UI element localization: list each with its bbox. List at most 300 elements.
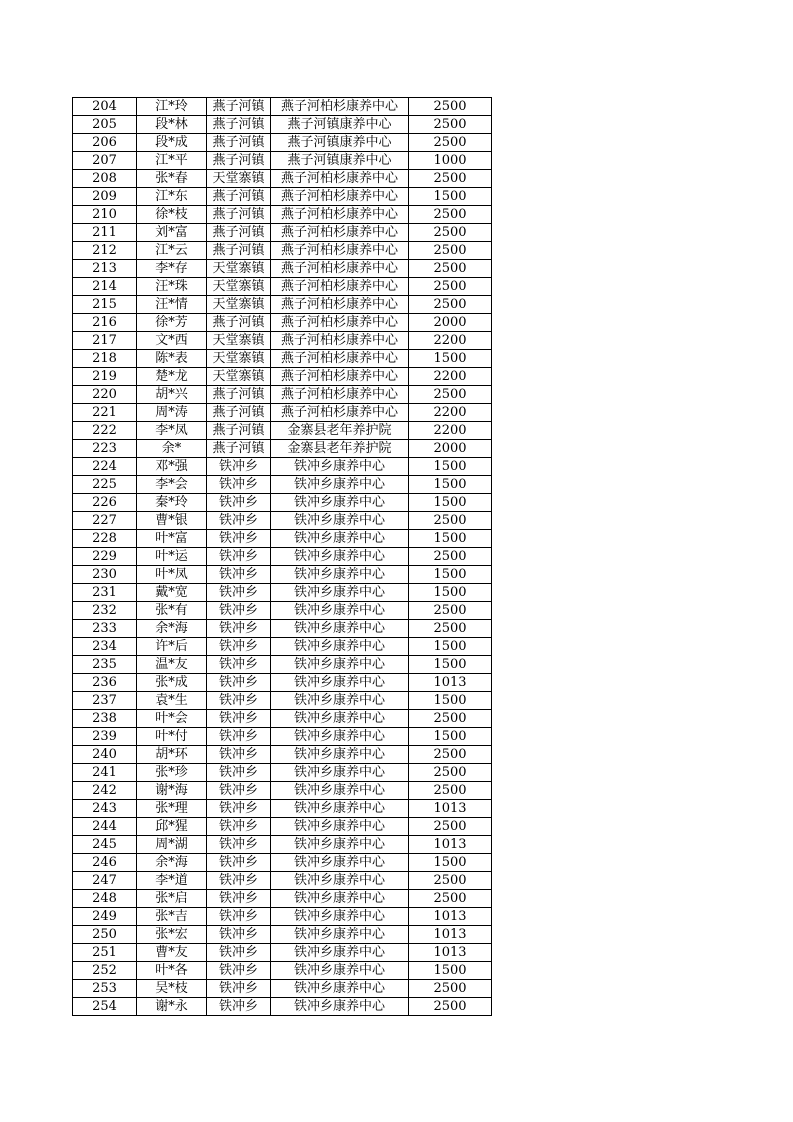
amount-cell: 1500 — [409, 476, 492, 494]
amount-cell: 2000 — [409, 314, 492, 332]
amount-cell: 1013 — [409, 674, 492, 692]
table-row — [73, 818, 492, 836]
institution-cell: 燕子河柏杉康养中心 — [271, 188, 409, 206]
row-number-cell: 206 — [73, 134, 137, 152]
table-row — [73, 692, 492, 710]
institution-cell: 燕子河柏杉康养中心 — [271, 350, 409, 368]
row-number-cell: 222 — [73, 422, 137, 440]
amount-cell: 2500 — [409, 170, 492, 188]
row-number-cell: 230 — [73, 566, 137, 584]
name-cell: 余*海 — [137, 854, 207, 872]
row-number-cell: 204 — [73, 98, 137, 116]
name-cell: 张*启 — [137, 890, 207, 908]
table-row — [73, 890, 492, 908]
table-row — [73, 638, 492, 656]
row-number-cell: 233 — [73, 620, 137, 638]
row-number-cell: 232 — [73, 602, 137, 620]
table-row — [73, 566, 492, 584]
amount-cell: 1013 — [409, 908, 492, 926]
township-cell: 铁冲乡 — [207, 512, 271, 530]
township-cell: 铁冲乡 — [207, 728, 271, 746]
row-number-cell: 242 — [73, 782, 137, 800]
name-cell: 徐*枝 — [137, 206, 207, 224]
institution-cell: 燕子河柏杉康养中心 — [271, 170, 409, 188]
township-cell: 铁冲乡 — [207, 584, 271, 602]
name-cell: 陈*表 — [137, 350, 207, 368]
name-cell: 袁*生 — [137, 692, 207, 710]
township-cell: 铁冲乡 — [207, 566, 271, 584]
row-number-cell: 249 — [73, 908, 137, 926]
row-number-cell: 217 — [73, 332, 137, 350]
name-cell: 叶*付 — [137, 728, 207, 746]
amount-cell: 1500 — [409, 494, 492, 512]
name-cell: 谢*海 — [137, 782, 207, 800]
row-number-cell: 244 — [73, 818, 137, 836]
row-number-cell: 236 — [73, 674, 137, 692]
amount-cell: 1500 — [409, 656, 492, 674]
row-number-cell: 208 — [73, 170, 137, 188]
table-row — [73, 494, 492, 512]
amount-cell: 1500 — [409, 638, 492, 656]
township-cell: 铁冲乡 — [207, 476, 271, 494]
table-row — [73, 980, 492, 998]
institution-cell: 燕子河柏杉康养中心 — [271, 242, 409, 260]
row-number-cell: 207 — [73, 152, 137, 170]
name-cell: 余* — [137, 440, 207, 458]
table-row — [73, 584, 492, 602]
name-cell: 许*后 — [137, 638, 207, 656]
name-cell: 徐*芳 — [137, 314, 207, 332]
amount-cell: 1013 — [409, 926, 492, 944]
row-number-cell: 240 — [73, 746, 137, 764]
name-cell: 余*海 — [137, 620, 207, 638]
institution-cell: 燕子河柏杉康养中心 — [271, 98, 409, 116]
amount-cell: 1500 — [409, 188, 492, 206]
table-row — [73, 926, 492, 944]
institution-cell: 燕子河柏杉康养中心 — [271, 314, 409, 332]
table-row — [73, 242, 492, 260]
data-table — [72, 97, 492, 1016]
amount-cell: 2500 — [409, 710, 492, 728]
row-number-cell: 213 — [73, 260, 137, 278]
institution-cell: 燕子河柏杉康养中心 — [271, 368, 409, 386]
row-number-cell: 209 — [73, 188, 137, 206]
institution-cell: 铁冲乡康养中心 — [271, 458, 409, 476]
table-row — [73, 368, 492, 386]
township-cell: 燕子河镇 — [207, 206, 271, 224]
table-row — [73, 332, 492, 350]
township-cell: 天堂寨镇 — [207, 332, 271, 350]
township-cell: 铁冲乡 — [207, 530, 271, 548]
name-cell: 胡*兴 — [137, 386, 207, 404]
institution-cell: 铁冲乡康养中心 — [271, 674, 409, 692]
name-cell: 曹*银 — [137, 512, 207, 530]
name-cell: 江*东 — [137, 188, 207, 206]
amount-cell: 1500 — [409, 962, 492, 980]
table-row — [73, 620, 492, 638]
row-number-cell: 223 — [73, 440, 137, 458]
row-number-cell: 225 — [73, 476, 137, 494]
township-cell: 铁冲乡 — [207, 746, 271, 764]
table-row — [73, 152, 492, 170]
row-number-cell: 224 — [73, 458, 137, 476]
amount-cell: 2500 — [409, 296, 492, 314]
name-cell: 段*林 — [137, 116, 207, 134]
amount-cell: 2500 — [409, 764, 492, 782]
row-number-cell: 252 — [73, 962, 137, 980]
township-cell: 燕子河镇 — [207, 152, 271, 170]
township-cell: 铁冲乡 — [207, 782, 271, 800]
name-cell: 汪*珠 — [137, 278, 207, 296]
row-number-cell: 221 — [73, 404, 137, 422]
name-cell: 张*春 — [137, 170, 207, 188]
township-cell: 铁冲乡 — [207, 890, 271, 908]
row-number-cell: 253 — [73, 980, 137, 998]
institution-cell: 燕子河镇康养中心 — [271, 152, 409, 170]
row-number-cell: 228 — [73, 530, 137, 548]
institution-cell: 铁冲乡康养中心 — [271, 854, 409, 872]
name-cell: 张*宏 — [137, 926, 207, 944]
amount-cell: 2500 — [409, 98, 492, 116]
institution-cell: 燕子河柏杉康养中心 — [271, 296, 409, 314]
institution-cell: 铁冲乡康养中心 — [271, 530, 409, 548]
institution-cell: 铁冲乡康养中心 — [271, 890, 409, 908]
township-cell: 燕子河镇 — [207, 440, 271, 458]
table-row — [73, 674, 492, 692]
amount-cell: 2500 — [409, 134, 492, 152]
township-cell: 天堂寨镇 — [207, 260, 271, 278]
institution-cell: 铁冲乡康养中心 — [271, 926, 409, 944]
amount-cell: 2500 — [409, 260, 492, 278]
township-cell: 铁冲乡 — [207, 908, 271, 926]
row-number-cell: 239 — [73, 728, 137, 746]
amount-cell: 1013 — [409, 800, 492, 818]
amount-cell: 2500 — [409, 242, 492, 260]
table-row — [73, 800, 492, 818]
row-number-cell: 241 — [73, 764, 137, 782]
institution-cell: 铁冲乡康养中心 — [271, 620, 409, 638]
institution-cell: 铁冲乡康养中心 — [271, 638, 409, 656]
township-cell: 铁冲乡 — [207, 458, 271, 476]
institution-cell: 燕子河柏杉康养中心 — [271, 386, 409, 404]
table-row — [73, 314, 492, 332]
township-cell: 铁冲乡 — [207, 764, 271, 782]
name-cell: 李*存 — [137, 260, 207, 278]
amount-cell: 1013 — [409, 836, 492, 854]
township-cell: 天堂寨镇 — [207, 296, 271, 314]
name-cell: 张*珍 — [137, 764, 207, 782]
row-number-cell: 237 — [73, 692, 137, 710]
amount-cell: 2500 — [409, 782, 492, 800]
amount-cell: 1500 — [409, 854, 492, 872]
name-cell: 叶*运 — [137, 548, 207, 566]
amount-cell: 2500 — [409, 872, 492, 890]
table-row — [73, 728, 492, 746]
table-row — [73, 260, 492, 278]
township-cell: 燕子河镇 — [207, 116, 271, 134]
name-cell: 段*成 — [137, 134, 207, 152]
institution-cell: 铁冲乡康养中心 — [271, 764, 409, 782]
name-cell: 张*有 — [137, 602, 207, 620]
institution-cell: 铁冲乡康养中心 — [271, 908, 409, 926]
name-cell: 周*湖 — [137, 836, 207, 854]
name-cell: 江*平 — [137, 152, 207, 170]
institution-cell: 铁冲乡康养中心 — [271, 818, 409, 836]
township-cell: 铁冲乡 — [207, 962, 271, 980]
name-cell: 张*成 — [137, 674, 207, 692]
institution-cell: 铁冲乡康养中心 — [271, 944, 409, 962]
amount-cell: 2500 — [409, 116, 492, 134]
row-number-cell: 218 — [73, 350, 137, 368]
row-number-cell: 226 — [73, 494, 137, 512]
township-cell: 天堂寨镇 — [207, 368, 271, 386]
table-row — [73, 998, 492, 1016]
institution-cell: 铁冲乡康养中心 — [271, 494, 409, 512]
township-cell: 铁冲乡 — [207, 602, 271, 620]
amount-cell: 2200 — [409, 332, 492, 350]
amount-cell: 1500 — [409, 584, 492, 602]
table-row — [73, 116, 492, 134]
row-number-cell: 238 — [73, 710, 137, 728]
amount-cell: 2500 — [409, 206, 492, 224]
institution-cell: 燕子河柏杉康养中心 — [271, 332, 409, 350]
institution-cell: 燕子河柏杉康养中心 — [271, 260, 409, 278]
township-cell: 铁冲乡 — [207, 620, 271, 638]
township-cell: 燕子河镇 — [207, 404, 271, 422]
table-row — [73, 782, 492, 800]
amount-cell: 2500 — [409, 512, 492, 530]
amount-cell: 2500 — [409, 818, 492, 836]
row-number-cell: 247 — [73, 872, 137, 890]
institution-cell: 铁冲乡康养中心 — [271, 800, 409, 818]
institution-cell: 燕子河柏杉康养中心 — [271, 224, 409, 242]
table-row — [73, 386, 492, 404]
name-cell: 文*西 — [137, 332, 207, 350]
name-cell: 邱*猩 — [137, 818, 207, 836]
row-number-cell: 214 — [73, 278, 137, 296]
row-number-cell: 229 — [73, 548, 137, 566]
table-row — [73, 764, 492, 782]
amount-cell: 2200 — [409, 404, 492, 422]
table-row — [73, 476, 492, 494]
amount-cell: 2500 — [409, 548, 492, 566]
row-number-cell: 246 — [73, 854, 137, 872]
amount-cell: 1000 — [409, 152, 492, 170]
township-cell: 铁冲乡 — [207, 944, 271, 962]
row-number-cell: 245 — [73, 836, 137, 854]
institution-cell: 铁冲乡康养中心 — [271, 602, 409, 620]
institution-cell: 铁冲乡康养中心 — [271, 710, 409, 728]
institution-cell: 铁冲乡康养中心 — [271, 782, 409, 800]
name-cell: 曹*友 — [137, 944, 207, 962]
amount-cell: 2500 — [409, 746, 492, 764]
amount-cell: 2200 — [409, 422, 492, 440]
township-cell: 铁冲乡 — [207, 710, 271, 728]
table-row — [73, 746, 492, 764]
table-row — [73, 170, 492, 188]
name-cell: 楚*龙 — [137, 368, 207, 386]
institution-cell: 燕子河镇康养中心 — [271, 116, 409, 134]
name-cell: 江*云 — [137, 242, 207, 260]
name-cell: 叶*富 — [137, 530, 207, 548]
township-cell: 铁冲乡 — [207, 836, 271, 854]
table-row — [73, 296, 492, 314]
row-number-cell: 227 — [73, 512, 137, 530]
name-cell: 刘*富 — [137, 224, 207, 242]
township-cell: 天堂寨镇 — [207, 170, 271, 188]
table-row — [73, 224, 492, 242]
table-row — [73, 836, 492, 854]
amount-cell: 2500 — [409, 224, 492, 242]
table-row — [73, 854, 492, 872]
amount-cell: 1013 — [409, 944, 492, 962]
township-cell: 燕子河镇 — [207, 224, 271, 242]
institution-cell: 铁冲乡康养中心 — [271, 962, 409, 980]
name-cell: 叶*凤 — [137, 566, 207, 584]
table-row — [73, 944, 492, 962]
name-cell: 邓*强 — [137, 458, 207, 476]
table-row — [73, 278, 492, 296]
row-number-cell: 220 — [73, 386, 137, 404]
institution-cell: 铁冲乡康养中心 — [271, 998, 409, 1016]
township-cell: 铁冲乡 — [207, 818, 271, 836]
name-cell: 江*玲 — [137, 98, 207, 116]
name-cell: 李*道 — [137, 872, 207, 890]
amount-cell: 2500 — [409, 998, 492, 1016]
township-cell: 铁冲乡 — [207, 674, 271, 692]
table-row — [73, 98, 492, 116]
table-row — [73, 908, 492, 926]
institution-cell: 铁冲乡康养中心 — [271, 566, 409, 584]
amount-cell: 1500 — [409, 530, 492, 548]
table-body — [73, 98, 492, 1016]
table-row — [73, 134, 492, 152]
name-cell: 秦*玲 — [137, 494, 207, 512]
table-row — [73, 962, 492, 980]
institution-cell: 燕子河柏杉康养中心 — [271, 278, 409, 296]
name-cell: 吴*枝 — [137, 980, 207, 998]
institution-cell: 铁冲乡康养中心 — [271, 692, 409, 710]
amount-cell: 1500 — [409, 458, 492, 476]
name-cell: 胡*环 — [137, 746, 207, 764]
township-cell: 铁冲乡 — [207, 980, 271, 998]
township-cell: 燕子河镇 — [207, 242, 271, 260]
township-cell: 天堂寨镇 — [207, 278, 271, 296]
row-number-cell: 251 — [73, 944, 137, 962]
amount-cell: 2500 — [409, 980, 492, 998]
institution-cell: 铁冲乡康养中心 — [271, 980, 409, 998]
name-cell: 李*会 — [137, 476, 207, 494]
township-cell: 铁冲乡 — [207, 548, 271, 566]
name-cell: 张*理 — [137, 800, 207, 818]
row-number-cell: 234 — [73, 638, 137, 656]
name-cell: 叶*各 — [137, 962, 207, 980]
table-row — [73, 422, 492, 440]
name-cell: 周*涛 — [137, 404, 207, 422]
township-cell: 燕子河镇 — [207, 134, 271, 152]
table-row — [73, 206, 492, 224]
institution-cell: 燕子河柏杉康养中心 — [271, 206, 409, 224]
row-number-cell: 254 — [73, 998, 137, 1016]
institution-cell: 铁冲乡康养中心 — [271, 836, 409, 854]
amount-cell: 1500 — [409, 566, 492, 584]
institution-cell: 铁冲乡康养中心 — [271, 476, 409, 494]
table-row — [73, 404, 492, 422]
institution-cell: 燕子河柏杉康养中心 — [271, 404, 409, 422]
institution-cell: 金寨县老年养护院 — [271, 440, 409, 458]
row-number-cell: 250 — [73, 926, 137, 944]
name-cell: 叶*会 — [137, 710, 207, 728]
institution-cell: 铁冲乡康养中心 — [271, 872, 409, 890]
institution-cell: 铁冲乡康养中心 — [271, 656, 409, 674]
table-row — [73, 710, 492, 728]
township-cell: 铁冲乡 — [207, 926, 271, 944]
institution-cell: 铁冲乡康养中心 — [271, 746, 409, 764]
amount-cell: 1500 — [409, 350, 492, 368]
township-cell: 天堂寨镇 — [207, 350, 271, 368]
row-number-cell: 216 — [73, 314, 137, 332]
institution-cell: 铁冲乡康养中心 — [271, 584, 409, 602]
institution-cell: 铁冲乡康养中心 — [271, 728, 409, 746]
township-cell: 铁冲乡 — [207, 854, 271, 872]
township-cell: 铁冲乡 — [207, 800, 271, 818]
township-cell: 燕子河镇 — [207, 314, 271, 332]
name-cell: 戴*宽 — [137, 584, 207, 602]
township-cell: 铁冲乡 — [207, 872, 271, 890]
name-cell: 张*吉 — [137, 908, 207, 926]
table-row — [73, 512, 492, 530]
row-number-cell: 243 — [73, 800, 137, 818]
institution-cell: 铁冲乡康养中心 — [271, 548, 409, 566]
row-number-cell: 219 — [73, 368, 137, 386]
row-number-cell: 235 — [73, 656, 137, 674]
row-number-cell: 248 — [73, 890, 137, 908]
table-row — [73, 548, 492, 566]
name-cell: 温*友 — [137, 656, 207, 674]
table-row — [73, 530, 492, 548]
table-row — [73, 872, 492, 890]
township-cell: 铁冲乡 — [207, 638, 271, 656]
table-row — [73, 440, 492, 458]
township-cell: 铁冲乡 — [207, 692, 271, 710]
institution-cell: 铁冲乡康养中心 — [271, 512, 409, 530]
amount-cell: 2500 — [409, 386, 492, 404]
amount-cell: 2500 — [409, 620, 492, 638]
township-cell: 铁冲乡 — [207, 998, 271, 1016]
table-row — [73, 602, 492, 620]
township-cell: 燕子河镇 — [207, 188, 271, 206]
township-cell: 燕子河镇 — [207, 386, 271, 404]
row-number-cell: 215 — [73, 296, 137, 314]
amount-cell: 2500 — [409, 890, 492, 908]
row-number-cell: 212 — [73, 242, 137, 260]
name-cell: 李*凤 — [137, 422, 207, 440]
amount-cell: 2500 — [409, 602, 492, 620]
amount-cell: 2000 — [409, 440, 492, 458]
township-cell: 燕子河镇 — [207, 98, 271, 116]
amount-cell: 2500 — [409, 278, 492, 296]
row-number-cell: 210 — [73, 206, 137, 224]
table-row — [73, 458, 492, 476]
amount-cell: 1500 — [409, 728, 492, 746]
table-row — [73, 350, 492, 368]
name-cell: 汪*情 — [137, 296, 207, 314]
name-cell: 谢*永 — [137, 998, 207, 1016]
institution-cell: 燕子河镇康养中心 — [271, 134, 409, 152]
amount-cell: 1500 — [409, 692, 492, 710]
row-number-cell: 211 — [73, 224, 137, 242]
amount-cell: 2200 — [409, 368, 492, 386]
